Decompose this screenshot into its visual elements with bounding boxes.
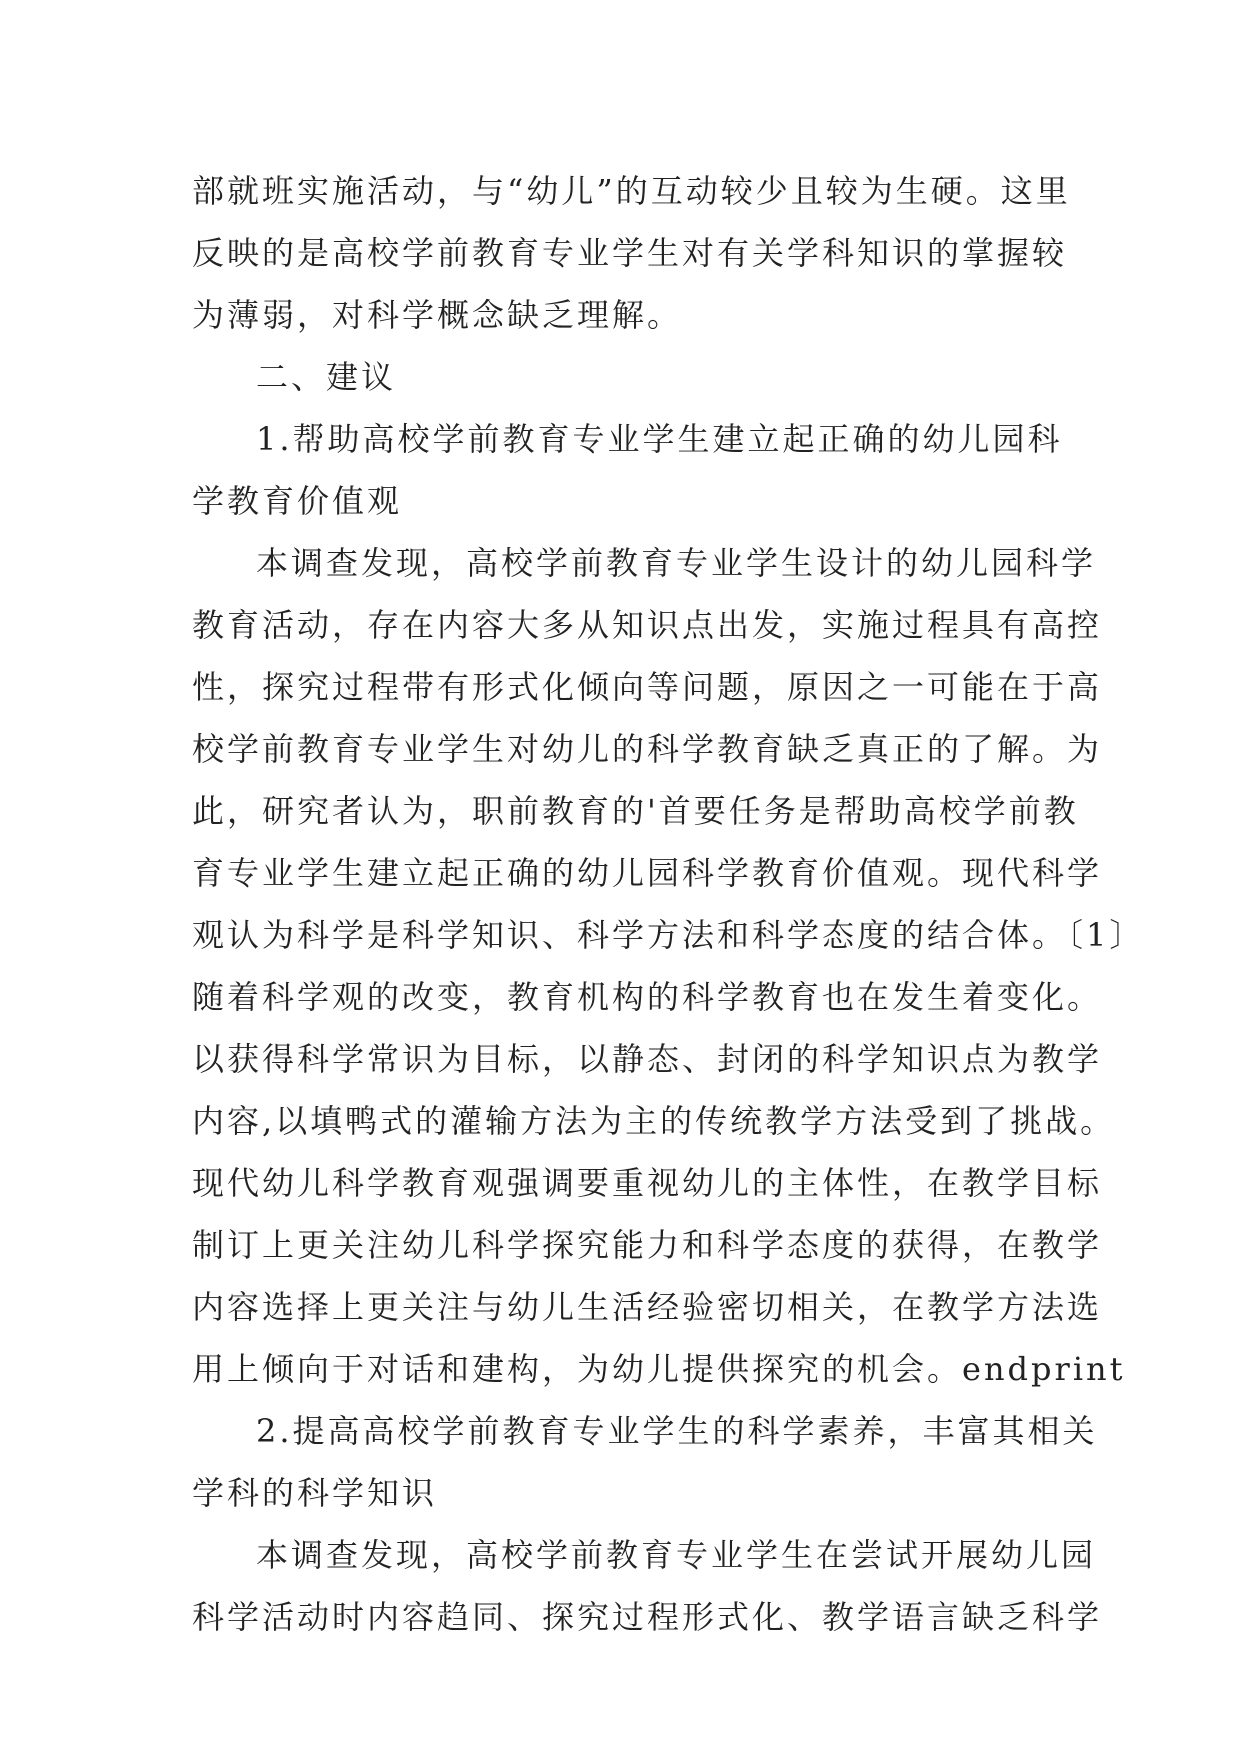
text-line: 为薄弱，对科学概念缺乏理解。 bbox=[192, 296, 683, 334]
text-line: 此，研究者认为，职前教育的'首要任务是帮助高校学前教 bbox=[192, 792, 1079, 830]
paragraph-start: 本调查发现，高校学前教育专业学生在尝试开展幼儿园 bbox=[256, 1536, 1097, 1574]
text-line: 反映的是高校学前教育专业学生对有关学科知识的掌握较 bbox=[192, 234, 1068, 272]
text-line: 科学活动时内容趋同、探究过程形式化、教学语言缺乏科学 bbox=[192, 1598, 1103, 1636]
subsection-heading-2: 2.提高高校学前教育专业学生的科学素养，丰富其相关 bbox=[256, 1412, 1098, 1450]
subsection-heading-1: 1.帮助高校学前教育专业学生建立起正确的幼儿园科 bbox=[256, 420, 1063, 458]
subsection-heading-2-cont: 学科的科学知识 bbox=[192, 1474, 438, 1512]
text-line: 性，探究过程带有形式化倾向等问题，原因之一可能在于高 bbox=[192, 668, 1103, 706]
text-line: 教育活动，存在内容大多从知识点出发，实施过程具有高控 bbox=[192, 606, 1103, 644]
text-line: 部就班实施活动，与“幼儿”的互动较少且较为生硬。这里 bbox=[192, 172, 1071, 210]
text-line: 制订上更关注幼儿科学探究能力和科学态度的获得，在教学 bbox=[192, 1226, 1103, 1264]
text-line: 随着科学观的改变，教育机构的科学教育也在发生着变化。 bbox=[192, 978, 1103, 1016]
body-text bbox=[192, 160, 1145, 1648]
subsection-heading-1-cont: 学教育价值观 bbox=[192, 482, 403, 520]
text-line: 内容选择上更关注与幼儿生活经验密切相关，在教学方法选 bbox=[192, 1288, 1103, 1326]
text-line: 内容,以填鸭式的灌输方法为主的传统教学方法受到了挑战。 bbox=[192, 1102, 1116, 1140]
text-line: 用上倾向于对话和建构，为幼儿提供探究的机会。endprint bbox=[192, 1350, 1126, 1388]
text-line: 以获得科学常识为目标，以静态、封闭的科学知识点为教学 bbox=[192, 1040, 1103, 1078]
text-line: 育专业学生建立起正确的幼儿园科学教育价值观。现代科学 bbox=[192, 854, 1103, 892]
paragraph-start: 本调查发现，高校学前教育专业学生设计的幼儿园科学 bbox=[256, 544, 1097, 582]
text-line: 校学前教育专业学生对幼儿的科学教育缺乏真正的了解。为 bbox=[192, 730, 1103, 768]
text-line: 观认为科学是科学知识、科学方法和科学态度的结合体。〔1〕 bbox=[192, 916, 1145, 954]
text-line: 现代幼儿科学教育观强调要重视幼儿的主体性，在教学目标 bbox=[192, 1164, 1103, 1202]
section-heading: 二、建议 bbox=[256, 358, 397, 396]
